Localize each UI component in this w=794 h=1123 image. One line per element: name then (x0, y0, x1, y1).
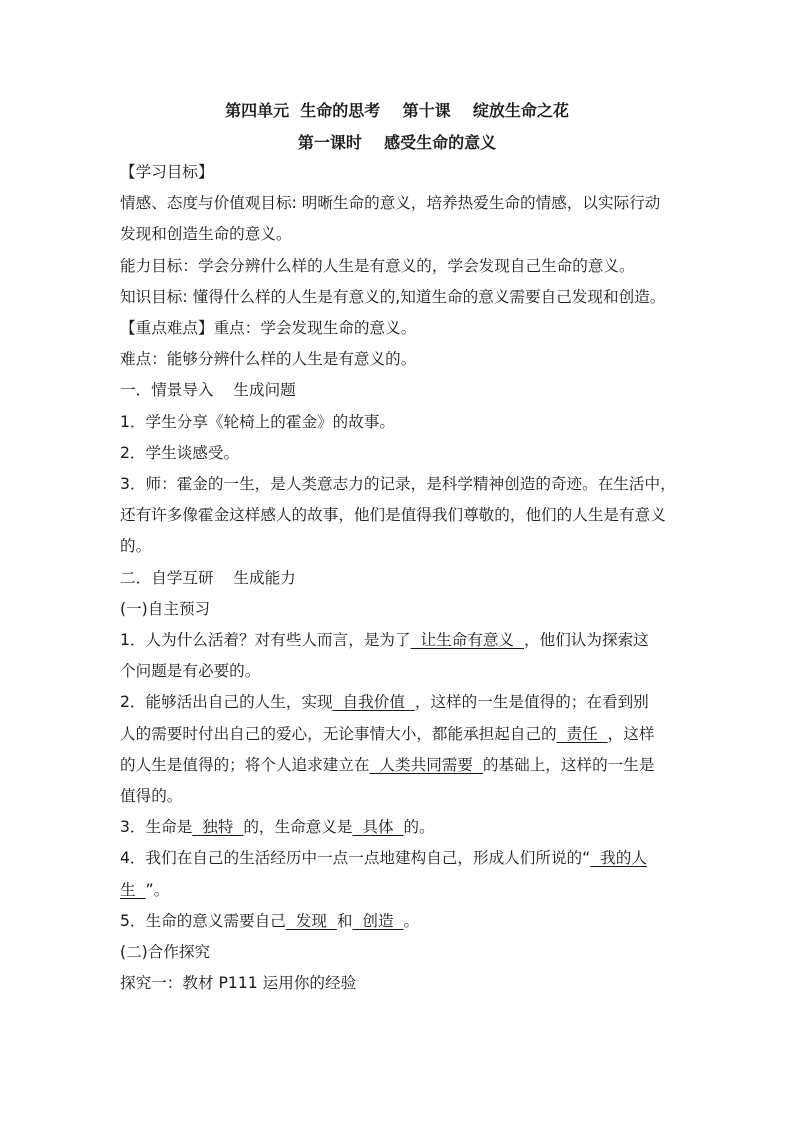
text-segment: 1．学生分享《轮椅上的霍金》的故事。 (120, 412, 396, 431)
fill-in-answer: 让生命有意义 (410, 631, 524, 649)
text-line (120, 504, 666, 526)
text-segment: ，这样 (607, 724, 655, 743)
text-segment: 探究一：教材 P111 运用你的经验 (120, 974, 357, 993)
text-line (120, 879, 169, 901)
text-segment: ，这样的一生是值得的；在看到别 (414, 693, 649, 712)
text-segment: (二)合作探究 (120, 943, 211, 961)
text-segment: ”。 (145, 880, 170, 899)
text-segment: 的。 (403, 818, 435, 837)
text-line (120, 723, 654, 745)
text-segment: 发现和创造生命的意义。 (120, 225, 292, 244)
text-segment: 情感、态度与价值观目标: 明晰生命的意义，培养热爱生命的情感，以实际行动 (120, 194, 661, 213)
text-segment: 5．生命的意义需要自己 (120, 911, 286, 930)
text-segment: 的。 (120, 537, 152, 556)
text-line (120, 754, 654, 776)
text-segment: 还有许多像霍金这样感人的故事，他们是值得我们尊敬的，他们的人生是有意义 (120, 506, 666, 525)
text-line (120, 972, 356, 994)
text-segment: 2．能够活出自己的人生，实现 (120, 693, 333, 712)
text-line (120, 567, 296, 589)
text-segment: 知识目标: 懂得什么样的人生是有意义的,知道生命的意义需要自己发现和创造。 (120, 287, 666, 306)
fill-in-answer: 自我价值 (332, 693, 415, 712)
text-segment: 3．生命是 (120, 818, 193, 837)
text-segment: 的人生是值得的；将个人追求建立在 (120, 755, 370, 774)
text-segment: 2．学生谈感受。 (120, 443, 240, 462)
text-segment: 值得的。 (120, 787, 183, 805)
text-line (120, 785, 182, 807)
text-line (120, 816, 435, 838)
text-line (120, 941, 210, 963)
text-segment: ，他们认为探索这 (524, 631, 649, 649)
text-line (120, 442, 239, 464)
text-segment: 个问题是有必要的。 (120, 662, 261, 681)
text-line (120, 660, 260, 682)
document-title: 第四单元 生命的思考 第十课 绽放生命之花 (225, 101, 569, 120)
text-line (120, 910, 419, 932)
text-segment: 。 (403, 911, 420, 930)
text-segment: 4．我们在自己的生活经历中一点一点地建构自己，形成人们所说的“ (120, 849, 591, 868)
text-line (120, 691, 649, 713)
text-segment: 一．情景导入 生成问题 (120, 381, 296, 400)
fill-in-answer: 责任 (556, 724, 608, 743)
text-line (120, 317, 416, 339)
text-line (120, 223, 292, 245)
fill-in-answer: 创造 (352, 911, 404, 930)
text-line (120, 847, 647, 869)
text-segment: 【学习目标】 (120, 163, 214, 181)
text-line (120, 535, 151, 557)
text-line (120, 473, 676, 495)
text-segment: 1．人为什么活着？对有些人而言，是为了 (120, 631, 411, 649)
text-line (120, 161, 214, 183)
text-segment: 能力目标：学会分辨什么样的人生是有意义的，学会发现自己生命的意义。 (120, 256, 635, 275)
text-line (120, 379, 296, 401)
text-segment: 的，生命意义是 (243, 818, 353, 837)
fill-in-answer: 发现 (285, 911, 337, 930)
fill-in-answer: 独特 (192, 818, 244, 837)
text-segment: 人的需要时付出自己的爱心，无论事情大小，都能承担起自己的 (120, 724, 557, 743)
fill-in-answer: 我的人 (590, 849, 647, 868)
text-segment: (一)自主预习 (120, 599, 211, 618)
text-line (120, 348, 416, 370)
document-subtitle: 第一课时 感受生命的意义 (297, 133, 497, 152)
text-line (120, 192, 660, 214)
fill-in-answer: 生 (120, 880, 146, 899)
text-segment: 的基础上，这样的一生是 (482, 755, 655, 774)
fill-in-answer: 人类共同需要 (369, 755, 483, 774)
text-segment: 二．自学互研 生成能力 (120, 568, 296, 587)
text-line (120, 598, 210, 620)
text-segment: 和 (336, 911, 353, 930)
text-segment: 3．师：霍金的一生，是人类意志力的记录，是科学精神创造的奇迹。在生活中， (120, 475, 676, 493)
text-line (120, 255, 635, 277)
text-line (120, 286, 665, 308)
text-line (120, 411, 395, 433)
text-segment: 【重点难点】重点：学会发现生命的意义。 (120, 319, 417, 337)
text-line (120, 629, 649, 651)
fill-in-answer: 具体 (352, 818, 404, 837)
text-segment: 难点：能够分辨什么样的人生是有意义的。 (120, 350, 417, 369)
